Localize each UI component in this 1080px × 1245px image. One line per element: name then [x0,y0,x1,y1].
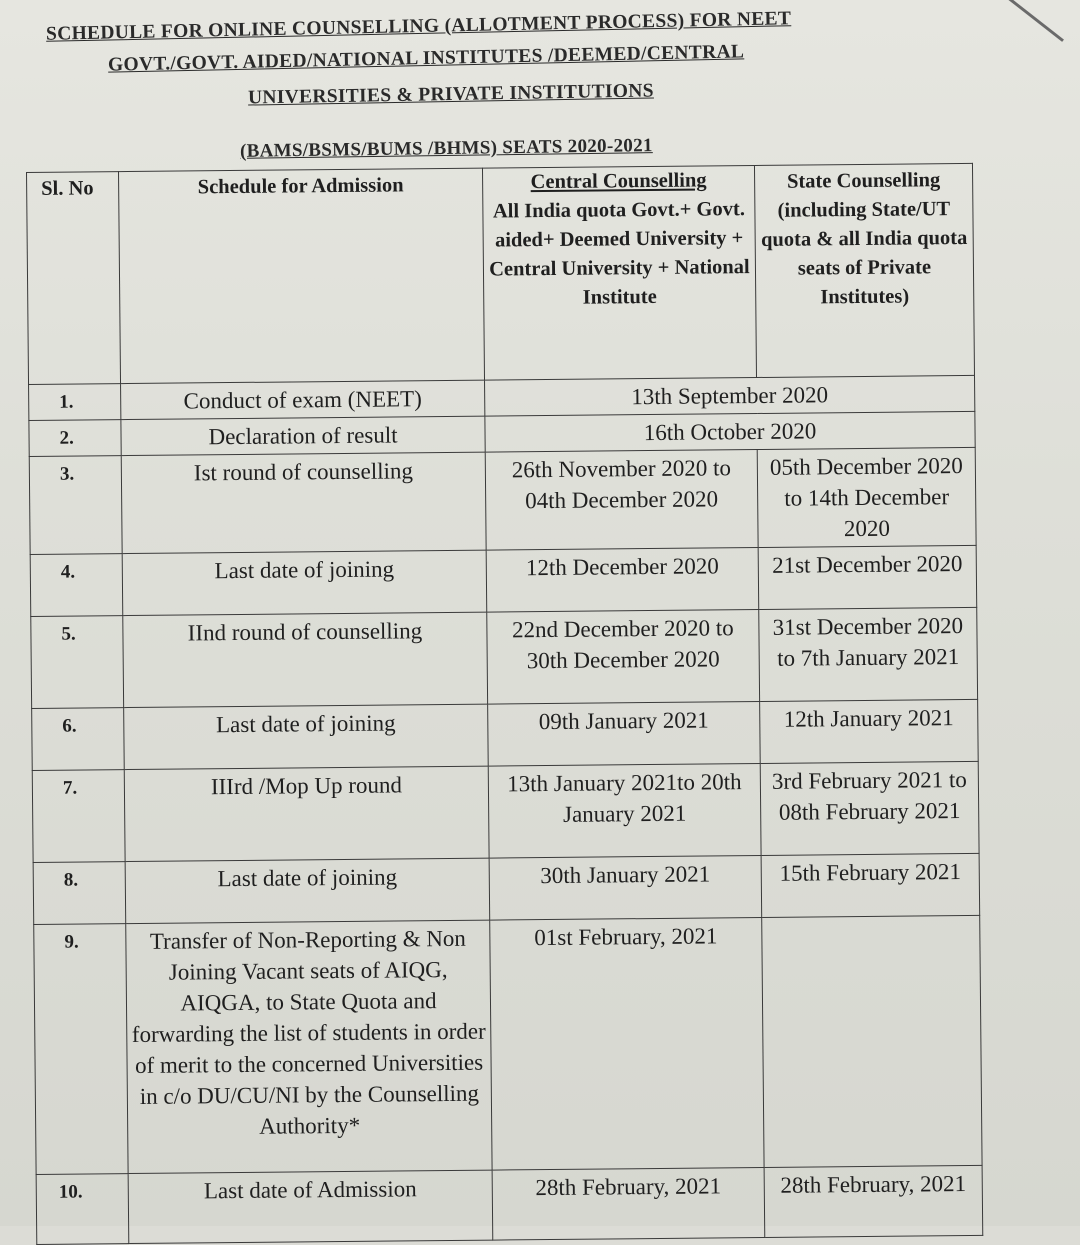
row-event: Last date of joining [122,550,487,615]
title-line-1: SCHEDULE FOR ONLINE COUNSELLING (ALLOTMENT PROCESS) FOR NEET [45,8,792,45]
row-state: 05th December 2020 to 14th December 2020 [757,447,976,547]
pen-mark [999,0,1064,42]
table-row [36,1165,983,1244]
row-event: Transfer of Non-Reporting & Non Joining Vacant seats of AIQG, AIQGA, to State Quota and forwarding the list of students in order of merit to the concerned Universities in c/o DU/CU/NI by the Counselling Authority* [126,920,492,1173]
row-state: 15th February 2021 [761,853,980,917]
table-row [32,699,979,770]
row-state: 12th January 2021 [760,699,979,763]
row-central: 26th November 2020 to 04th December 2020 [485,449,758,550]
row-state: 28th February, 2021 [764,1165,983,1237]
header-schedule: Schedule for Admission [119,168,485,383]
header-central [482,166,756,381]
row-event: IIIrd /Mop Up round [124,766,489,861]
row-sl: 9. [34,924,128,1175]
row-central: 12th December 2020 [486,547,759,612]
row-state: 3rd February 2021 to 08th February 2021 [760,761,979,855]
row-event: Declaration of result [121,416,485,455]
row-event: Last date of Admission [128,1170,493,1243]
title-line-4: (BAMS/BSMS/BUMS /BHMS) SEATS 2020-2021 [239,135,653,162]
table-row [32,761,979,862]
table-row [31,607,978,708]
row-central: 28th February, 2021 [492,1167,765,1240]
row-sl: 1. [29,384,121,421]
table-row [34,915,982,1174]
table-row [30,545,977,616]
row-sl: 10. [36,1174,129,1245]
title-line-3: UNIVERSITIES & PRIVATE INSTITUTIONS [247,80,655,109]
header-central-title: Central Counselling [530,169,707,194]
table-row [29,447,976,554]
header-central-sub: All India quota Govt.+ Govt. aided+ Deemed University + Central University + National Institute [489,198,750,309]
row-sl: 4. [30,554,123,617]
row-central: 30th January 2021 [489,855,762,920]
header-row [27,163,975,384]
schedule-table [26,163,983,1245]
row-central: 01st February, 2021 [490,917,764,1170]
row-sl: 2. [29,420,121,457]
row-event: IInd round of counselling [123,612,488,707]
table-row [33,853,980,924]
header-sl-no: Sl. No [27,172,121,385]
row-event: Conduct of exam (NEET) [121,380,485,419]
row-central: 13th January 2021to 20th January 2021 [488,763,761,858]
row-central: 22nd December 2020 to 30th December 2020 [487,609,760,704]
row-state: 31st December 2020 to 7th January 2021 [759,607,978,701]
row-sl: 8. [33,862,126,925]
row-central: 16th October 2020 [485,411,975,452]
header-state: State Counselling (including State/UT quota & all India quota seats of Private Institutes) [754,163,974,377]
row-event: Ist round of counselling [121,452,486,553]
row-central: 13th September 2020 [485,375,975,416]
row-central: 09th January 2021 [488,701,761,766]
row-sl: 7. [32,770,125,863]
row-state [762,915,982,1167]
row-state: 21st December 2020 [758,545,977,609]
row-event: Last date of joining [124,704,489,769]
schedule-table-wrapper [26,163,982,1242]
row-sl: 6. [32,708,125,771]
row-sl: 3. [29,456,122,555]
title-line-2: GOVT./GOVT. AIDED/NATIONAL INSTITUTES /DEEMED/CENTRAL [107,41,745,76]
row-sl: 5. [31,616,124,709]
row-event: Last date of joining [125,858,490,923]
